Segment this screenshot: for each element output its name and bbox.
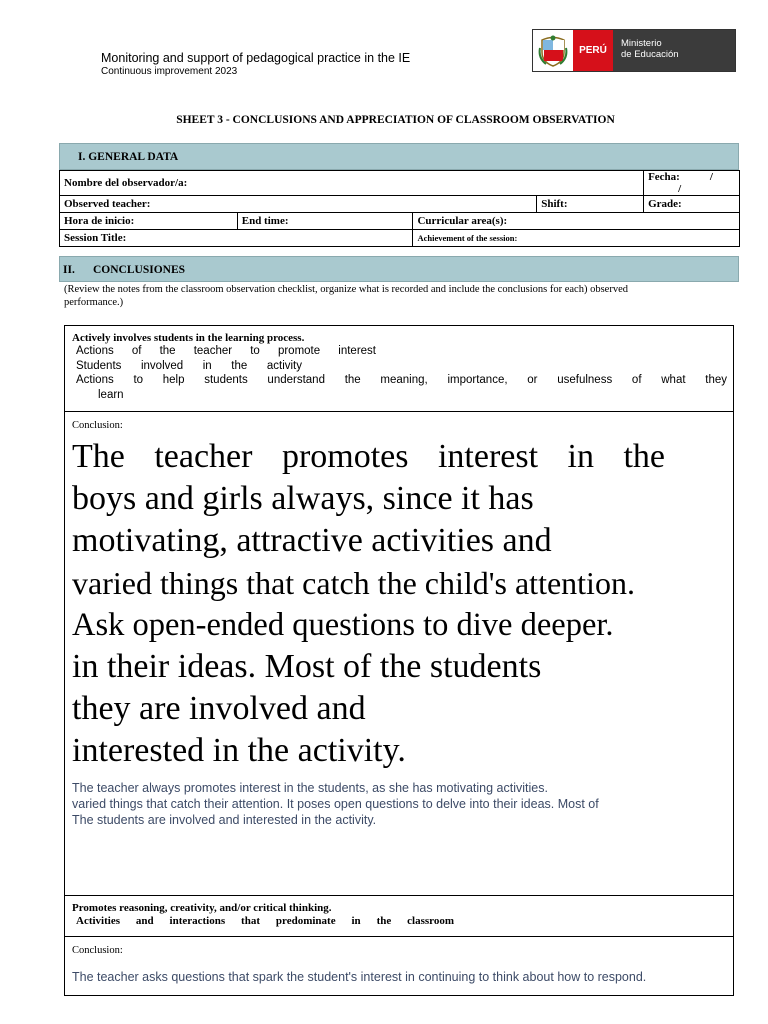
translation-line: The students are involved and interested in the activity.	[72, 813, 377, 827]
translated-conclusion	[72, 780, 727, 828]
session-title-label: Session Title:	[64, 232, 127, 244]
conclusion-label: Conclusion:	[72, 945, 123, 956]
criterion2-item: Activities and interactions that predominate in the classroom	[76, 915, 454, 927]
criterion1-box	[64, 325, 734, 412]
handwritten-conclusion	[72, 436, 727, 772]
start-time-field[interactable]	[60, 213, 238, 230]
header-title: Monitoring and support of pedagogical practice in the IE	[101, 51, 411, 65]
achievement-field[interactable]	[413, 230, 740, 247]
date-field[interactable]	[644, 171, 740, 196]
observer-name-field[interactable]	[60, 171, 644, 196]
header-subtitle: Continuous improvement 2023	[101, 66, 238, 77]
curricular-area-field[interactable]	[413, 213, 740, 230]
conclusions-section-title: CONCLUSIONES	[93, 264, 186, 276]
criterion1-title: Actively involves students in the learning process.	[72, 332, 305, 344]
grade-field[interactable]	[644, 196, 740, 213]
translated-conclusion: The teacher asks questions that spark the student's interest in continuing to think about how to respond.	[72, 970, 647, 984]
criterion1-item-continuation: learn	[98, 388, 124, 401]
handwritten-line: interested in the activity.	[72, 732, 406, 769]
criterion1-item: Actions of the teacher to promote interest	[76, 345, 376, 357]
shift-label: Shift:	[541, 198, 568, 210]
logo-ministry	[613, 30, 735, 71]
handwritten-line: motivating, attractive activities and	[72, 522, 552, 559]
translation-line: varied things that catch their attention. It poses open questions to delve into their ideas. Most of	[72, 797, 599, 811]
ministry-logo	[532, 29, 736, 72]
end-time-field[interactable]	[237, 213, 413, 230]
start-time-label: Hora de inicio:	[64, 215, 135, 227]
criterion2-box	[64, 895, 734, 937]
document-header	[101, 51, 410, 77]
date-separator-2: /	[678, 183, 682, 195]
translation-line: The teacher always promotes interest in the students, as she has motivating activities.	[72, 781, 548, 795]
handwritten-line: in their ideas. Most of the students	[72, 648, 542, 685]
achievement-label: Achievement of the session:	[417, 233, 518, 243]
session-title-field[interactable]	[60, 230, 413, 247]
general-data-heading: I. GENERAL DATA	[59, 143, 739, 170]
coat-of-arms-icon	[533, 30, 573, 71]
handwritten-line: varied things that catch the child's attention.	[72, 565, 635, 601]
shift-field[interactable]	[537, 196, 644, 213]
date-label: Fecha:	[648, 171, 680, 183]
conclusions-heading	[59, 256, 739, 282]
criterion1-item: Actions to help students understand the meaning, importance, or usefulness of what they	[76, 374, 727, 386]
sheet-title: SHEET 3 - CONCLUSIONS AND APPRECIATION OF CLASSROOM OBSERVATION	[176, 114, 615, 126]
handwritten-line: they are involved and	[72, 690, 366, 727]
curricular-area-label: Curricular area(s):	[417, 215, 508, 227]
criterion2-title: Promotes reasoning, creativity, and/or critical thinking.	[72, 902, 332, 914]
criterion1-list	[72, 344, 727, 402]
criterion1-item: Students involved in the activity	[76, 359, 302, 372]
date-separator-1: /	[709, 171, 713, 183]
conclusion-label: Conclusion:	[72, 420, 123, 431]
observed-teacher-label: Observed teacher:	[64, 198, 151, 210]
logo-country: PERÚ	[573, 30, 613, 71]
handwritten-line: Ask open-ended questions to dive deeper.	[72, 607, 614, 643]
conclusions-instructions: (Review the notes from the classroom observation checklist, organize what is recorded and include the conclusions for each) observed performance.)	[64, 284, 628, 308]
end-time-label: End time:	[241, 215, 289, 227]
conclusions-section-number: II.	[63, 264, 75, 276]
observed-teacher-field[interactable]	[60, 196, 537, 213]
general-data-table	[59, 170, 740, 247]
grade-label: Grade:	[648, 198, 682, 210]
criterion2-conclusion-box[interactable]	[64, 936, 734, 996]
logo-ministry-line1: Ministerio	[621, 38, 662, 49]
handwritten-line: The teacher promotes interest in the	[72, 438, 665, 475]
criterion1-conclusion-box[interactable]	[64, 411, 734, 896]
observer-name-label: Nombre del observador/a:	[64, 177, 188, 189]
logo-ministry-line2: de Educación	[621, 49, 679, 60]
handwritten-line: boys and girls always, since it has	[72, 480, 534, 517]
